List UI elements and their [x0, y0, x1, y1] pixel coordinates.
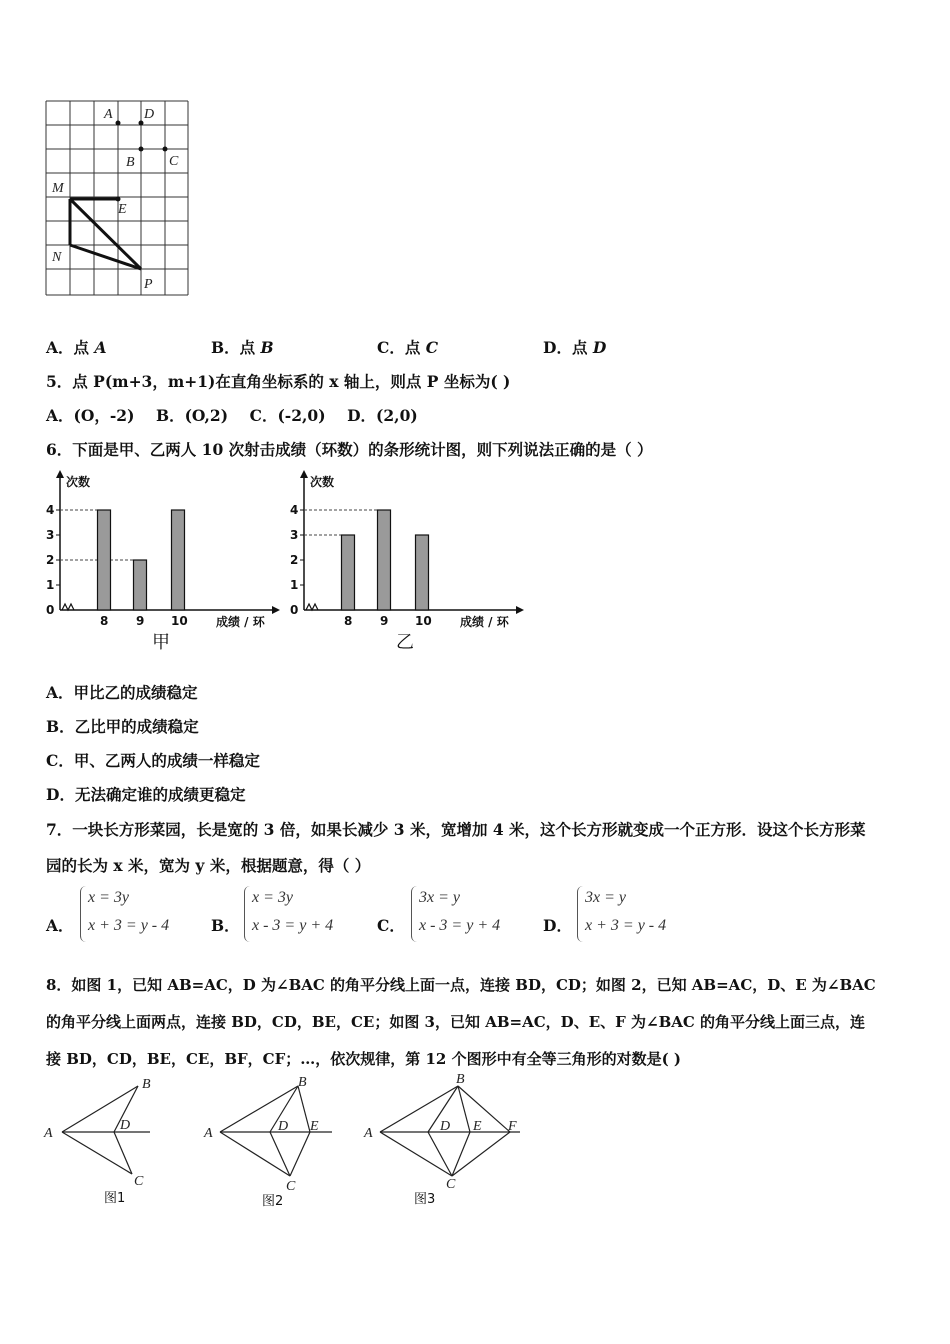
- q7-option-c-letter[interactable]: C．: [377, 916, 405, 935]
- q5-options[interactable]: A．(O，-2) B．(O,2) C．(-2,0) D．(2,0): [46, 406, 418, 425]
- q7-option-d-system[interactable]: 3x = y x + 3 = y - 4: [585, 889, 667, 934]
- q7-stem-line2: 园的长为 x 米，宽为 y 米，根据题意，得（ ）: [46, 856, 371, 875]
- jia-bar-9: [134, 560, 147, 610]
- q7-option-d-brace: [577, 886, 584, 942]
- fig3-label-e: E: [473, 1119, 482, 1134]
- jia-ytick-1: 1: [46, 578, 55, 592]
- jia-ytick-0: 0: [46, 603, 55, 617]
- fig1-caption: 图1: [104, 1191, 126, 1206]
- yi-xlabel: 成绩 / 环: [460, 615, 509, 629]
- yi-title: 乙: [396, 632, 414, 653]
- q5-stem: 5．点 P(m+3，m+1)在直角坐标系的 x 轴上，则点 P 坐标为( ): [46, 372, 511, 391]
- jia-bar-10: [172, 510, 185, 610]
- fig3-label-b: B: [456, 1072, 465, 1087]
- yi-ytick-2: 2: [290, 553, 299, 567]
- yi-ylabel: 次数: [310, 475, 335, 489]
- label-e: E: [118, 202, 127, 217]
- point-c: [163, 147, 168, 152]
- fig1-label-c: C: [134, 1174, 144, 1189]
- q7-option-a-letter[interactable]: A．: [46, 916, 74, 935]
- q7-option-b-letter[interactable]: B．: [211, 916, 240, 935]
- q7-option-a-brace: [80, 886, 87, 942]
- label-n: N: [52, 250, 62, 265]
- q6-option-d[interactable]: D．无法确定谁的成绩更稳定: [46, 785, 246, 804]
- point-b: [139, 147, 144, 152]
- jia-ytick-3: 3: [46, 528, 55, 542]
- q4-grid-figure: [40, 95, 200, 305]
- figure-1: [62, 1086, 150, 1174]
- q4-option-c[interactable]: C．点 C: [377, 338, 439, 357]
- q7-option-c-system[interactable]: 3x = y x - 3 = y + 4: [419, 889, 501, 934]
- fig3-label-d: D: [440, 1119, 451, 1134]
- yi-axis-break: [306, 604, 318, 610]
- label-c: C: [169, 154, 179, 169]
- jia-xtick-10: 10: [171, 614, 188, 628]
- yi-xtick-10: 10: [415, 614, 432, 628]
- label-p: P: [144, 277, 153, 292]
- jia-axis-break: [62, 604, 74, 610]
- label-m: M: [52, 181, 64, 196]
- chart-jia: [46, 470, 280, 653]
- yi-bar-8: [342, 535, 355, 610]
- jia-ylabel: 次数: [66, 475, 91, 489]
- q8-line1: 8．如图 1，已知 AB=AC，D 为∠BAC 的角平分线上面一点，连接 BD，CD；如图 2，已知 AB=AC，D、E 为∠BAC: [46, 976, 876, 994]
- jia-ytick-2: 2: [46, 553, 55, 567]
- point-a: [116, 121, 121, 126]
- fig2-label-a: A: [204, 1126, 213, 1141]
- chart-yi: [290, 470, 524, 653]
- q8-line2: 的角平分线上面两点，连接 BD，CD，BE，CE；如图 3，已知 AB=AC，D、E、F 为∠BAC 的角平分线上面三点，连: [46, 1013, 866, 1031]
- label-b: B: [126, 155, 135, 170]
- q4-option-a[interactable]: A．点 A: [46, 338, 107, 357]
- fig2-label-d: D: [278, 1119, 289, 1134]
- q7-stem-line1: 7．一块长方形菜园，长是宽的 3 倍，如果长减少 3 米，宽增加 4 米，这个长方形就变成一个正方形．设这个长方形菜: [46, 820, 866, 839]
- yi-y-arrow: [300, 470, 308, 478]
- fig3-caption: 图3: [414, 1192, 436, 1207]
- q6-option-a[interactable]: A．甲比乙的成绩稳定: [46, 683, 198, 702]
- q7-option-c-brace: [411, 886, 418, 942]
- yi-ytick-4: 4: [290, 503, 299, 517]
- fig1-label-b: B: [142, 1077, 151, 1092]
- yi-xtick-9: 9: [380, 614, 389, 628]
- q6-stem: 6．下面是甲、乙两人 10 次射击成绩（环数）的条形统计图，则下列说法正确的是（ ）: [46, 440, 653, 459]
- jia-xtick-9: 9: [136, 614, 145, 628]
- fig2-label-e: E: [310, 1119, 319, 1134]
- yi-ytick-0: 0: [290, 603, 299, 617]
- jia-xtick-8: 8: [100, 614, 109, 628]
- q6-option-b[interactable]: B．乙比甲的成绩稳定: [46, 717, 199, 736]
- jia-title: 甲: [152, 632, 170, 653]
- jia-x-arrow: [272, 606, 280, 614]
- jia-y-arrow: [56, 470, 64, 478]
- label-d: D: [144, 107, 155, 122]
- q7-option-d-letter[interactable]: D．: [543, 916, 572, 935]
- point-d: [139, 121, 144, 126]
- yi-x-arrow: [516, 606, 524, 614]
- yi-ytick-3: 3: [290, 528, 299, 542]
- jia-ytick-4: 4: [46, 503, 55, 517]
- q7-option-a-system[interactable]: x = 3y x + 3 = y - 4: [88, 889, 170, 934]
- yi-ytick-1: 1: [290, 578, 299, 592]
- label-a: A: [104, 107, 113, 122]
- fig3-label-c: C: [446, 1177, 456, 1192]
- q4-option-b[interactable]: B．点 B: [211, 338, 274, 357]
- fig1-label-a: A: [44, 1126, 53, 1141]
- yi-xtick-8: 8: [344, 614, 353, 628]
- triangle-mnp: [70, 199, 141, 269]
- q6-charts: [44, 466, 524, 656]
- q7-option-b-brace: [244, 886, 251, 942]
- fig1-label-d: D: [120, 1118, 131, 1133]
- q6-option-c[interactable]: C．甲、乙两人的成绩一样稳定: [46, 751, 260, 770]
- fig3-label-a: A: [364, 1126, 373, 1141]
- point-e: [116, 197, 121, 202]
- fig3-label-f: F: [508, 1119, 517, 1134]
- jia-bar-8: [98, 510, 111, 610]
- yi-bar-10: [416, 535, 429, 610]
- q4-option-d[interactable]: D．点 D: [543, 338, 607, 357]
- fig2-label-c: C: [286, 1179, 296, 1194]
- yi-bar-9: [378, 510, 391, 610]
- q8-line3: 接 BD，CD，BE，CE，BF，CF；…，依次规律，第 12 个图形中有全等三角形的对数是( ): [46, 1050, 681, 1068]
- q7-option-b-system[interactable]: x = 3y x - 3 = y + 4: [252, 889, 334, 934]
- fig2-label-b: B: [298, 1075, 307, 1090]
- fig2-caption: 图2: [262, 1194, 284, 1209]
- jia-xlabel: 成绩 / 环: [216, 615, 265, 629]
- q8-figures: [40, 1072, 540, 1217]
